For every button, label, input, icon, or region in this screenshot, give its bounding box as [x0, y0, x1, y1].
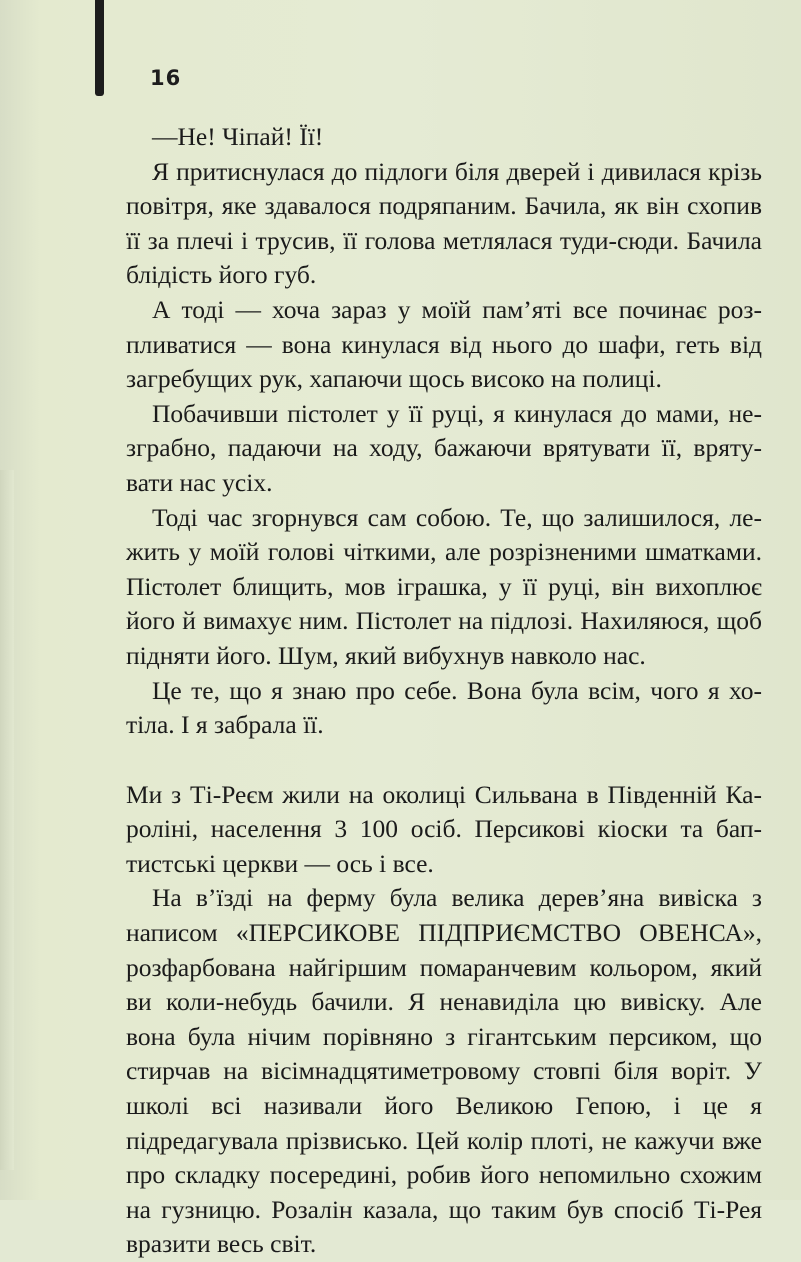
paragraph: —Не! Чіпай! Її! — [152, 122, 324, 151]
bookmark-ribbon — [95, 0, 104, 96]
facing-page-edge — [0, 470, 14, 1170]
paragraph: А тоді — хоча зараз у моїй пам’яті все починає розпливатися — вона кинулася від нього до шафи, геть від загребущих рук, хапаючи щось високо на полиці. — [126, 294, 762, 394]
paragraph: Тоді час згорнувся сам собою. Те, що залишилося, лежить у моїй голові чіткими, але розрізненими шматками. Пістолет блищить, мов іграшка, у її руці, він вихоплює його й вимахує ним. Пістолет на підлозі. Нахиляюся, щоб підняти його. Шум, який вибухнув навколо нас. — [126, 502, 762, 670]
paragraph: Я притиснулася до підлоги біля дверей і дивилася крізь повітря, яке здавалося подряпаним. Бачила, як він схопив її за плечі і трусив, її голова метлялася туди-сюди. Бачила блідість його губ. — [126, 156, 762, 290]
body-text — [126, 120, 762, 1262]
section-break — [126, 743, 762, 778]
paragraph: Побачивши пістолет у її руці, я кинулася до мами, незграбно, падаючи на ходу, бажаючи врятувати її, врятувати нас усіх. — [126, 398, 762, 497]
page-number: 16 — [150, 66, 182, 90]
paragraph: На в’їзді на ферму була велика дерев’яна вивіска з написом «ПЕРСИКОВЕ ПІДПРИЄМСТВО ОВЕНСА», розфарбована найгіршим помаранчевим кольором, який ви коли-небудь бачили. Я ненавиділа цю вивіску. Але вона була нічим порівняно з гігантським персиком, що стирчав на вісімнадцятиметровому стовпі біля воріт. У школі всі називали його Великою Гепою, і це я підредагувала прізвисько. Цей колір плоті, не кажучи вже про складку посередині, робив його непомильно схожим на гузницю. Розалін казала, що таким був спосіб Ті-Рея вразити весь світ. — [126, 883, 762, 1259]
paragraph: Ми з Ті-Реєм жили на околиці Сильвана в Південній Кароліні, населення 3 100 осіб. Персикові кіоски та баптистські церкви — ось і все. — [126, 779, 762, 878]
paragraph: Це те, що я знаю про себе. Вона була всім, чого я хотіла. І я забрала її. — [126, 675, 762, 740]
